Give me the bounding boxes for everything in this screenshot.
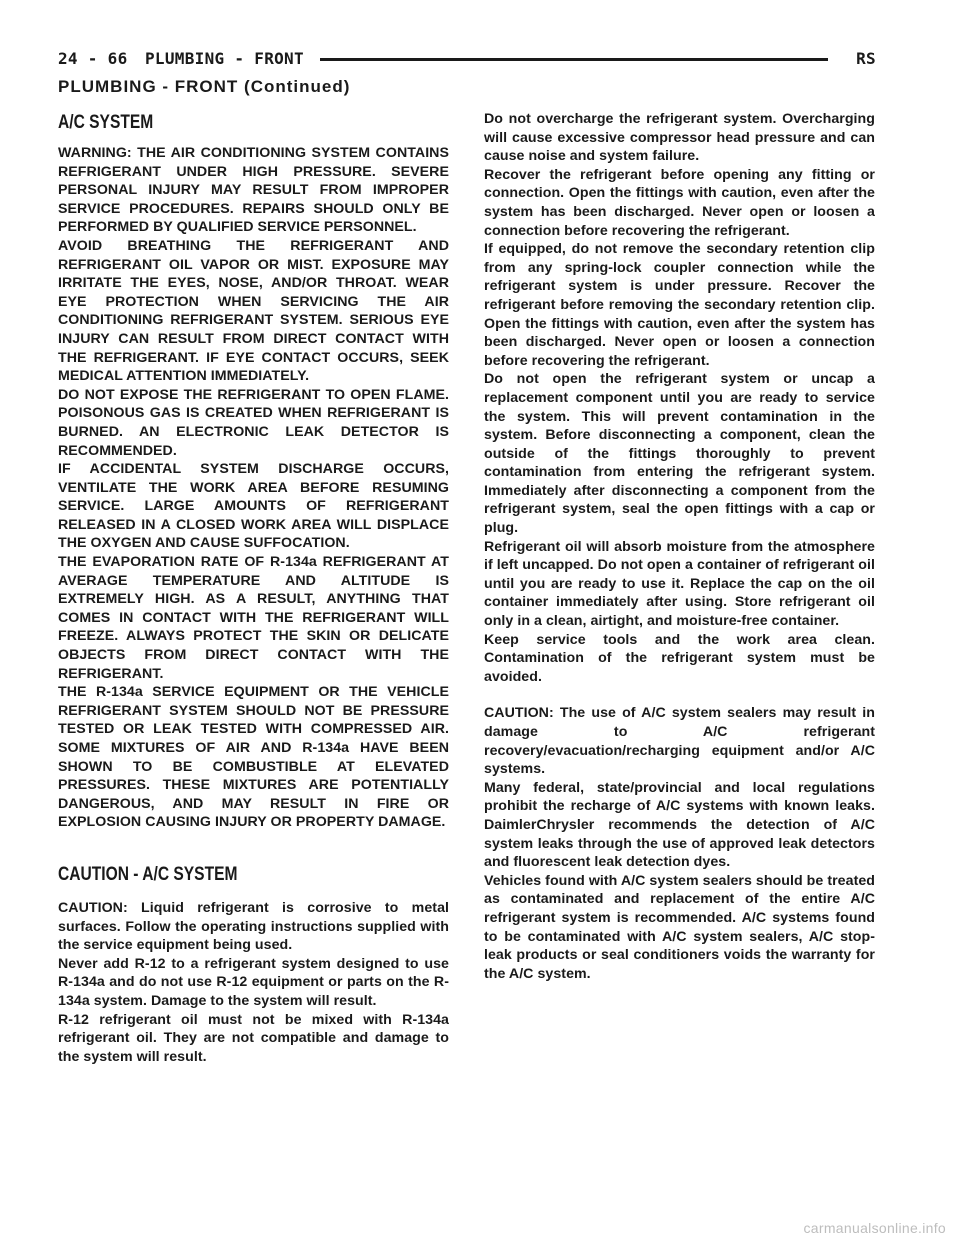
warning-paragraph: THE EVAPORATION RATE OF R-134a REFRIGERANT AT AVERAGE TEMPERATURE AND ALTITUDE IS EXTREMELY HIGH. AS A RESULT, ANYTHING THAT COMES IN CONTACT WITH THE REFRIGERANT WILL FREEZE. ALWAYS PROTECT THE SKIN OR DELICATE OBJECTS FROM DIRECT CONTACT WITH THE REFRIGERANT. [58,554,449,682]
right-column [484,110,875,983]
warning-paragraph: WARNING: THE AIR CONDITIONING SYSTEM CONTAINS REFRIGERANT UNDER HIGH PRESSURE. SEVERE PERSONAL INJURY MAY RESULT FROM IMPROPER SERVICE PROCEDURES. REPAIRS SHOULD ONLY BE PERFORMED BY QUALIFIED SERVICE PERSONNEL. [58,145,449,236]
watermark: carmanualsonline.info [803,1220,946,1236]
body-paragraph: Never add R-12 to a refrigerant system designed to use R-134a and do not use R-12 equipment or parts on the R-134a system. Damage to the system will result. [58,955,449,1009]
warning-paragraph: IF ACCIDENTAL SYSTEM DISCHARGE OCCURS, VENTILATE THE WORK AREA BEFORE RESUMING SERVICE. LARGE AMOUNTS OF REFRIGERANT RELEASED IN A CLOSED WORK AREA WILL DISPLACE THE OXYGEN AND CAUSE SUFFOCATION. [58,461,449,552]
page-number: 24 - 66 [58,49,128,68]
body-paragraph: Recover the refrigerant before opening any fitting or connection. Open the fittings with caution, even after the system has been discharged. Never open or loosen a connection before recovering the refrigerant. [484,166,875,239]
body-paragraph: R-12 refrigerant oil must not be mixed with R-134a refrigerant oil. They are not compatible and damage to the system will result. [58,1011,449,1065]
header-rule [320,58,828,61]
section-title: PLUMBING - FRONT [145,49,304,68]
body-paragraph: Many federal, state/provincial and local regulations prohibit the recharge of A/C systems with known leaks. DaimlerChrysler recommends the detection of A/C system leaks through the use of approved leak detectors and fluorescent leak detection dyes. [484,779,875,871]
body-paragraph: Vehicles found with A/C system sealers should be treated as contaminated and replacement of the entire A/C refrigerant system is recommended. A/C systems found to be contaminated with A/C system sealers, A/C stop-leak products or seal conditioners voids the warranty for the A/C system. [484,872,875,982]
continued-title: PLUMBING - FRONT (Continued) [58,77,351,96]
warning-paragraph: AVOID BREATHING THE REFRIGERANT AND REFRIGERANT OIL VAPOR OR MIST. EXPOSURE MAY IRRITATE THE EYES, NOSE, AND/OR THROAT. WEAR EYE PROTECTION WHEN SERVICING THE AIR CONDITIONING REFRIGERANT SYSTEM. SERIOUS EYE INJURY CAN RESULT FROM DIRECT CONTACT WITH THE REFRIGERANT. IF EYE CONTACT OCCURS, SEEK MEDICAL ATTENTION IMMEDIATELY. [58,237,449,385]
page-header [58,47,876,71]
body-paragraph: Keep service tools and the work area clean. Contamination of the refrigerant system must be avoided. [484,631,875,685]
warning-paragraph: DO NOT EXPOSE THE REFRIGERANT TO OPEN FLAME. POISONOUS GAS IS CREATED WHEN REFRIGERANT IS BURNED. AN ELECTRONIC LEAK DETECTOR IS RECOMMENDED. [58,386,449,459]
warning-paragraph: THE R-134a SERVICE EQUIPMENT OR THE VEHICLE REFRIGERANT SYSTEM SHOULD NOT BE PRESSURE TESTED OR LEAK TESTED WITH COMPRESSED AIR. SOME MIXTURES OF AIR AND R-134a HAVE BEEN SHOWN TO BE COMBUSTIBLE AT ELEVATED PRESSURES. THESE MIXTURES ARE POTENTIALLY DANGEROUS, AND MAY RESULT IN FIRE OR EXPLOSION CAUSING INJURY OR PROPERTY DAMAGE. [58,684,449,831]
model-code: RS [856,49,876,68]
heading-ac-system: A/C SYSTEM [58,112,154,133]
caution-paragraph: CAUTION: Liquid refrigerant is corrosive to metal surfaces. Follow the operating instructions supplied with the service equipment being used. [58,899,449,954]
body-paragraph: Do not open the refrigerant system or uncap a replacement component until you are ready to service the system. This will prevent contamination in the system. Before disconnecting a component, clean the outside of the fittings thoroughly to prevent contamination from entering the refrigerant system. Immediately after disconnecting a component from the refrigerant system, seal the open fittings with a cap or plug. [484,371,875,537]
body-paragraph: Do not overcharge the refrigerant system. Overcharging will cause excessive compressor head pressure and can cause noise and system failure. [484,111,875,165]
heading-caution-ac-system: CAUTION - A/C SYSTEM [58,863,238,885]
body-paragraph: If equipped, do not remove the secondary retention clip from any spring-lock coupler connection while the refrigerant system is under pressure. Recover the refrigerant before removing the secondary retention clip. Open the fittings with caution, even after the system has been discharged. Never open or loosen a connection before recovering the refrigerant. [484,241,875,369]
body-paragraph: Refrigerant oil will absorb moisture from the atmosphere if left uncapped. Do not open a container of refrigerant oil until you are ready to use it. Replace the cap on the oil container immediately after using. Store refrigerant oil only in a clean, airtight, and moisture-free container. [484,538,875,630]
caution-paragraph: CAUTION: The use of A/C system sealers may result in damage to A/C refrigerant recovery/evacuation/recharging equipment and/or A/C systems. [484,705,875,778]
left-column [58,110,449,1066]
